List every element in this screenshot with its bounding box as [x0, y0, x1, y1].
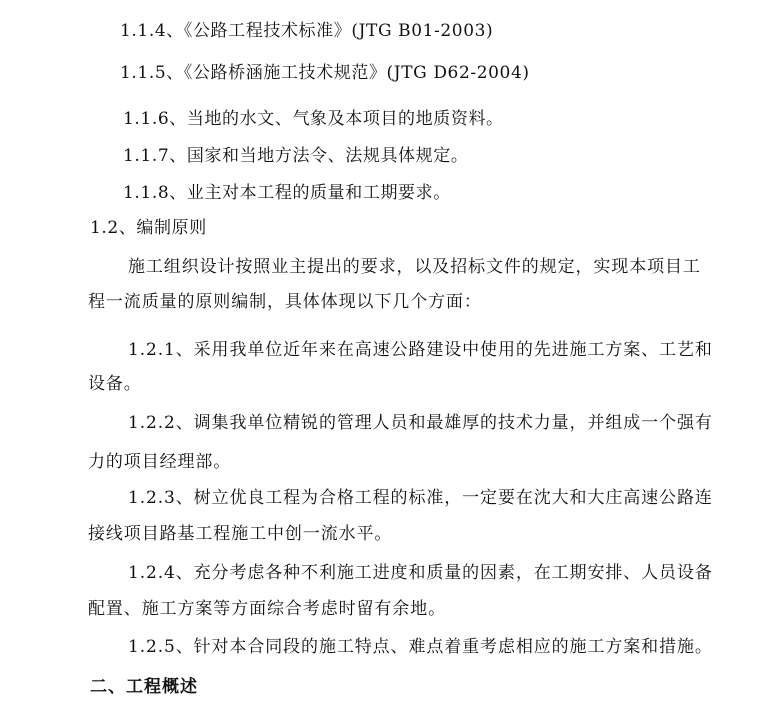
- basis-item-1-1-5: 1.1.5、《公路桥涵施工技术规范》(JTG D62-2004): [120, 63, 530, 83]
- section-heading-1-2: 1.2、编制原则: [90, 218, 207, 238]
- principle-1-2-2-line-2: 力的项目经理部。: [88, 452, 232, 472]
- basis-item-1-1-4: 1.1.4、《公路工程技术标准》(JTG B01-2003): [120, 21, 494, 41]
- principle-1-2-1-line-1: 1.2.1、采用我单位近年来在高速公路建设中使用的先进施工方案、工艺和: [128, 340, 713, 360]
- principle-1-2-2-line-1: 1.2.2、调集我单位精锐的管理人员和最雄厚的技术力量，并组成一个强有: [128, 413, 713, 433]
- intro-line-2: 程一流质量的原则编制，具体体现以下几个方面：: [88, 292, 482, 312]
- principle-1-2-5-line-1: 1.2.5、针对本合同段的施工特点、难点着重考虑相应的施工方案和措施。: [128, 637, 713, 657]
- section-heading-2: 二、工程概述: [90, 677, 198, 697]
- principle-1-2-1-line-2: 设备。: [88, 374, 142, 394]
- intro-line-1: 施工组织设计按照业主提出的要求，以及招标文件的规定，实现本项目工: [128, 257, 701, 277]
- principle-1-2-3-line-2: 接线项目路基工程施工中创一流水平。: [88, 524, 393, 544]
- principle-1-2-4-line-1: 1.2.4、充分考虑各种不利施工进度和质量的因素，在工期安排、人员设备: [128, 563, 713, 583]
- basis-item-1-1-6: 1.1.6、当地的水文、气象及本项目的地质资料。: [123, 109, 504, 129]
- basis-item-1-1-7: 1.1.7、国家和当地方法令、法规具体规定。: [123, 146, 469, 166]
- principle-1-2-3-line-1: 1.2.3、树立优良工程为合格工程的标准，一定要在沈大和大庄高速公路连: [128, 488, 713, 508]
- principle-1-2-4-line-2: 配置、施工方案等方面综合考虑时留有余地。: [88, 599, 446, 619]
- basis-item-1-1-8: 1.1.8、业主对本工程的质量和工期要求。: [123, 183, 451, 203]
